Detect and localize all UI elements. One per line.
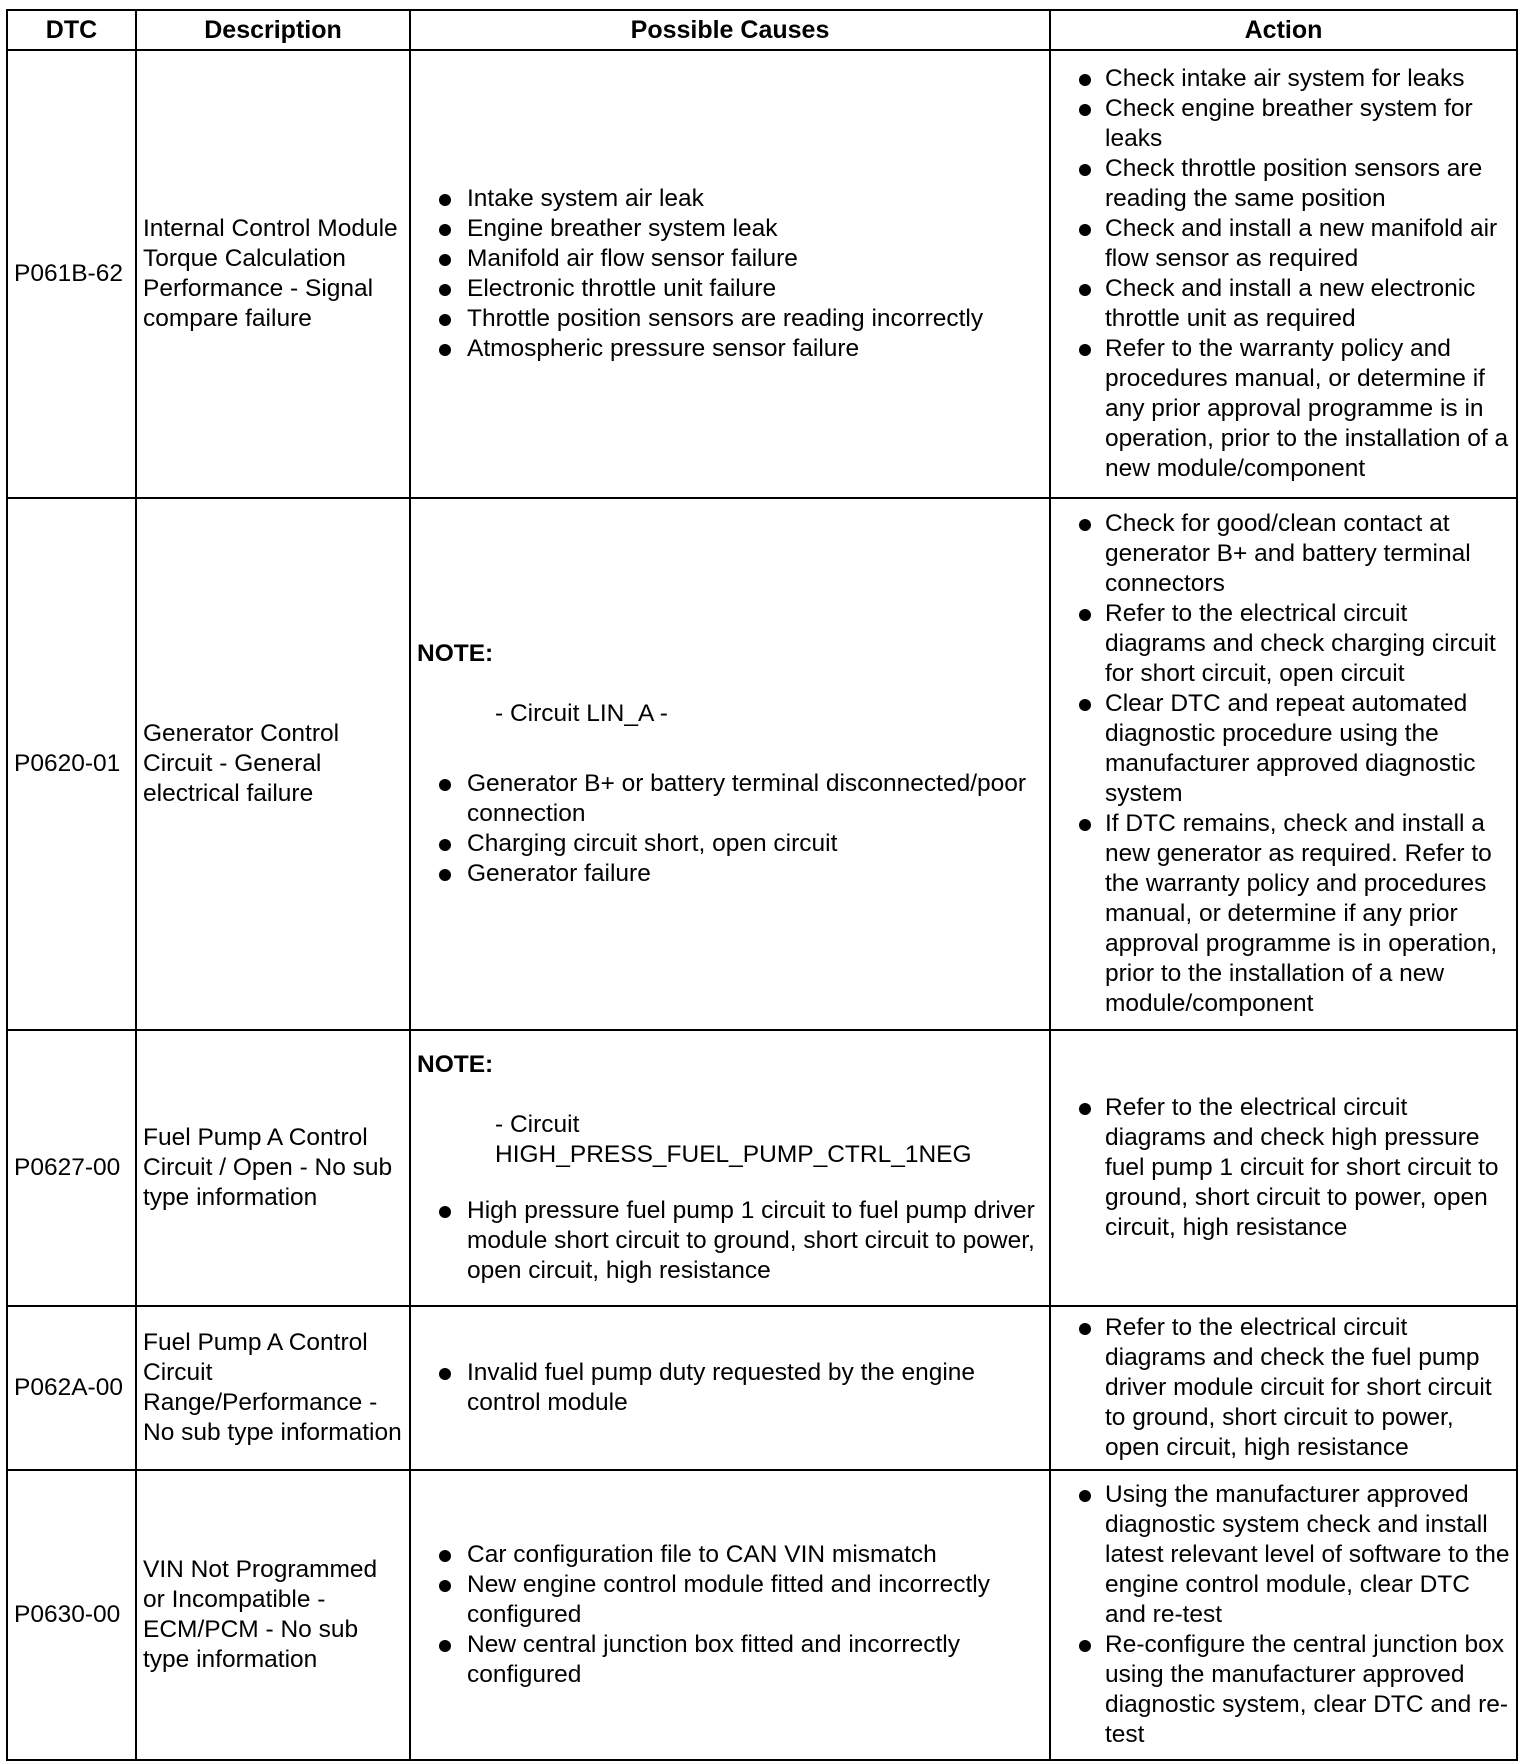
actions-list xyxy=(1057,1093,1510,1243)
possible-causes-cell xyxy=(410,1030,1050,1306)
header-action: Action xyxy=(1050,10,1517,50)
dtc-code: P061B-62 xyxy=(7,50,136,498)
table-row xyxy=(7,1470,1517,1760)
action-item: If DTC remains, check and install a new generator as required. Refer to the warranty policy and procedures manual, or determine if any prior approval programme is in operation, prior to the installation of a new module/component xyxy=(1057,809,1510,1019)
action-item: Refer to the electrical circuit diagrams and check the fuel pump driver module circuit for short circuit to ground, short circuit to power, open circuit, high resistance xyxy=(1057,1313,1510,1463)
cause-item: Intake system air leak xyxy=(417,184,1043,214)
action-item: Check and install a new electronic throttle unit as required xyxy=(1057,274,1510,334)
actions-list xyxy=(1057,1313,1510,1463)
action-cell xyxy=(1050,498,1517,1030)
causes-list xyxy=(417,184,1043,364)
circuit-name: - Circuit HIGH_PRESS_FUEL_PUMP_CTRL_1NEG xyxy=(495,1111,972,1168)
note-label: NOTE: xyxy=(417,640,494,667)
dtc-code: P0630-00 xyxy=(7,1470,136,1760)
action-item: Refer to the electrical circuit diagrams and check charging circuit for short circuit, open circuit xyxy=(1057,599,1510,689)
cause-item: Generator failure xyxy=(417,859,1043,889)
actions-list xyxy=(1057,64,1510,484)
dtc-code: P0627-00 xyxy=(7,1030,136,1306)
causes-list xyxy=(417,1540,1043,1690)
dtc-description: Internal Control Module Torque Calculation Performance - Signal compare failure xyxy=(136,50,410,498)
cause-item: Throttle position sensors are reading incorrectly xyxy=(417,304,1043,334)
header-description: Description xyxy=(136,10,410,50)
dtc-description: Fuel Pump A Control Circuit / Open - No sub type information xyxy=(136,1030,410,1306)
causes-list xyxy=(417,1196,1043,1286)
table-row xyxy=(7,50,1517,498)
cause-item: Invalid fuel pump duty requested by the engine control module xyxy=(417,1358,1043,1418)
cause-item: Manifold air flow sensor failure xyxy=(417,244,1043,274)
action-item: Clear DTC and repeat automated diagnostic procedure using the manufacturer approved diagnostic system xyxy=(1057,689,1510,809)
dtc-description: Fuel Pump A Control Circuit Range/Performance - No sub type information xyxy=(136,1306,410,1470)
cause-item: Charging circuit short, open circuit xyxy=(417,829,1043,859)
actions-list xyxy=(1057,509,1510,1019)
circuit-name: - Circuit LIN_A - xyxy=(495,700,668,727)
action-item: Check throttle position sensors are reading the same position xyxy=(1057,154,1510,214)
dtc-code: P062A-00 xyxy=(7,1306,136,1470)
action-cell xyxy=(1050,1306,1517,1470)
possible-causes-cell xyxy=(410,498,1050,1030)
action-item: Using the manufacturer approved diagnostic system check and install latest relevant level of software to the engine control module, clear DTC and re-test xyxy=(1057,1480,1510,1630)
table-row xyxy=(7,1030,1517,1306)
note-label: NOTE: xyxy=(417,1051,494,1078)
action-cell xyxy=(1050,1470,1517,1760)
dtc-description: VIN Not Programmed or Incompatible - ECM/PCM - No sub type information xyxy=(136,1470,410,1760)
cause-item: High pressure fuel pump 1 circuit to fuel pump driver module short circuit to ground, short circuit to power, open circuit, high resistance xyxy=(417,1196,1043,1286)
dtc-description: Generator Control Circuit - General electrical failure xyxy=(136,498,410,1030)
table-row xyxy=(7,498,1517,1030)
causes-list xyxy=(417,769,1043,889)
header-possible-causes: Possible Causes xyxy=(410,10,1050,50)
cause-item: New engine control module fitted and incorrectly configured xyxy=(417,1570,1043,1630)
causes-list xyxy=(417,1358,1043,1418)
action-cell xyxy=(1050,50,1517,498)
header-row xyxy=(7,10,1517,50)
action-cell xyxy=(1050,1030,1517,1306)
action-item: Re-configure the central junction box using the manufacturer approved diagnostic system, clear DTC and re-test xyxy=(1057,1630,1510,1750)
action-item: Refer to the electrical circuit diagrams and check high pressure fuel pump 1 circuit for short circuit to ground, short circuit to power, open circuit, high resistance xyxy=(1057,1093,1510,1243)
cause-item: Car configuration file to CAN VIN mismatch xyxy=(417,1540,1043,1570)
action-item: Check and install a new manifold air flow sensor as required xyxy=(1057,214,1510,274)
table-row xyxy=(7,1306,1517,1470)
possible-causes-cell xyxy=(410,1470,1050,1760)
action-item: Check engine breather system for leaks xyxy=(1057,94,1510,154)
cause-item: New central junction box fitted and incorrectly configured xyxy=(417,1630,1043,1690)
cause-item: Engine breather system leak xyxy=(417,214,1043,244)
cause-item: Generator B+ or battery terminal disconnected/poor connection xyxy=(417,769,1043,829)
dtc-code: P0620-01 xyxy=(7,498,136,1030)
possible-causes-cell xyxy=(410,50,1050,498)
dtc-table xyxy=(6,9,1518,1761)
action-item: Check intake air system for leaks xyxy=(1057,64,1510,94)
cause-item: Atmospheric pressure sensor failure xyxy=(417,334,1043,364)
possible-causes-cell xyxy=(410,1306,1050,1470)
actions-list xyxy=(1057,1480,1510,1750)
action-item: Refer to the warranty policy and procedures manual, or determine if any prior approval programme is in operation, prior to the installation of a new module/component xyxy=(1057,334,1510,484)
header-dtc: DTC xyxy=(7,10,136,50)
cause-item: Electronic throttle unit failure xyxy=(417,274,1043,304)
action-item: Check for good/clean contact at generator B+ and battery terminal connectors xyxy=(1057,509,1510,599)
